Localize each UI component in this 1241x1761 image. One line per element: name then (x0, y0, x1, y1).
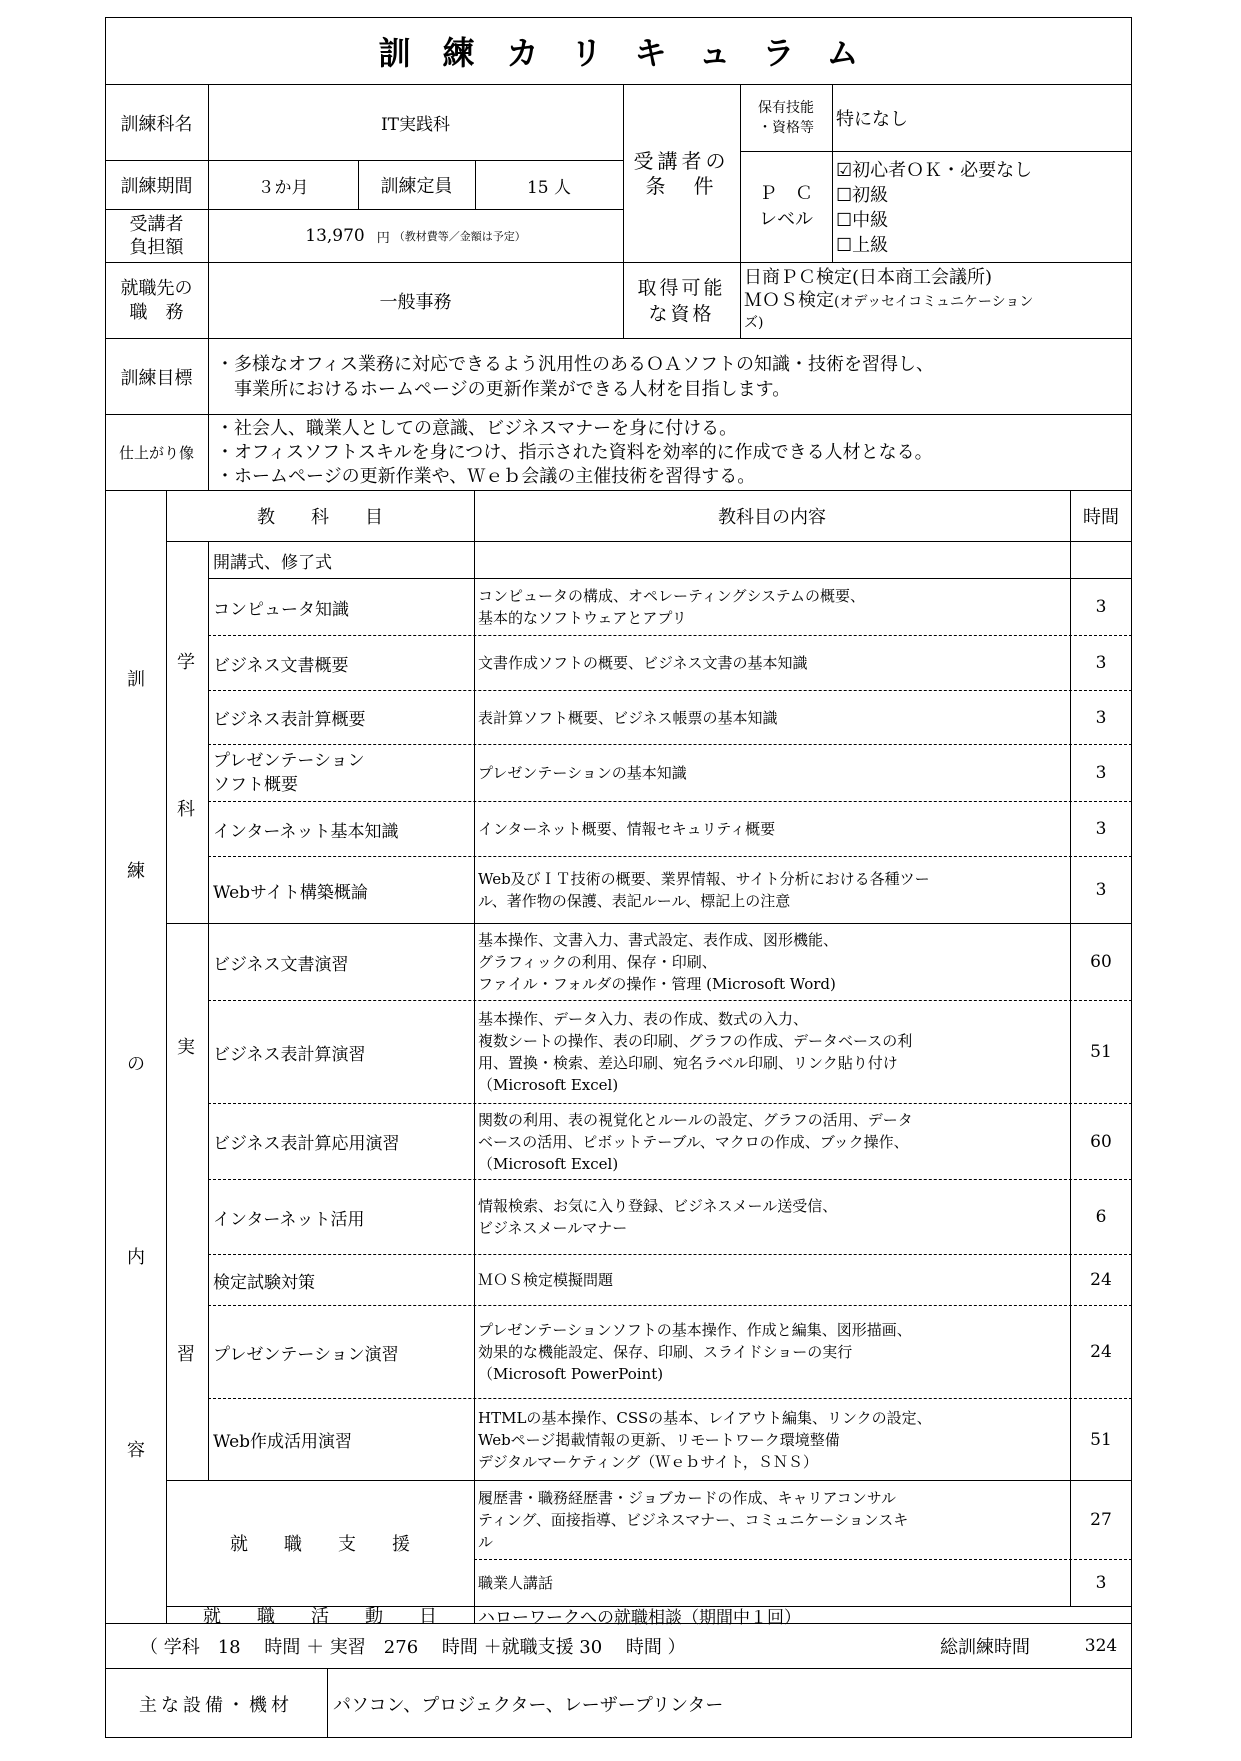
course-name: IT実践科 (380, 115, 451, 135)
qualification-line: ズ) (744, 315, 764, 331)
capacity: 15 人 (526, 177, 572, 198)
equipment-label: 主な設備・機材 (139, 1694, 293, 1716)
qualification-line: 日商ＰＣ検定(日本商工会議所) (744, 267, 993, 288)
lecture-label: 学 (177, 652, 195, 673)
outcome-text: ・社会人、職業人としての意識、ビジネスマナーを身に付ける。 ・オフィスソフトスキルを身につけ、指示された資料を効率的に作成できる人材となる。 ・ホームページの更新作業や、Ｗｅｂ会議の主催技術を習得する。 (216, 417, 933, 487)
cost-amount: 13,970 (305, 226, 365, 246)
pc-level-beginner-ok[interactable]: ☑初心者ＯＫ・必要なし (836, 160, 1033, 181)
capacity-label: 訓練定員 (380, 176, 453, 197)
goal-label: 訓練目標 (120, 367, 193, 389)
lecture-hours: 3 (1095, 653, 1107, 673)
lecture-subject: 開講式、修了式 (213, 552, 332, 573)
total-hours: 324 (1084, 1636, 1118, 1656)
practice-content: 基本操作、データ入力、表の作成、数式の入力、 複数シートの操作、表の印刷、グラフの作成、データベースの利 用、置換・検索、差込印刷、宛名ラベル印刷、リンク貼り付け （Microsoft Excel) (478, 1010, 913, 1094)
job: 一般事務 (379, 291, 452, 313)
cost-label: 受講者 負担額 (129, 214, 184, 258)
side-char: 訓 (127, 669, 145, 690)
support-content: 職業人講話 (478, 1574, 554, 1592)
support-label: 就 職 支 援 (230, 1534, 410, 1555)
activity-content: ハローワークへの就職相談（期間中１回） (478, 1607, 801, 1628)
conditions-label: 受講者の 条 件 (633, 148, 730, 198)
practice-hours: 51 (1090, 1429, 1112, 1450)
practice-label: 習 (177, 1344, 195, 1365)
practice-label: 実 (177, 1037, 195, 1058)
practice-hours: 24 (1090, 1270, 1112, 1290)
lecture-content: コンピュータの構成、オペレーティングシステムの概要、 基本的なソフトウェアとアプリ (478, 587, 866, 627)
support-hours: 3 (1095, 1573, 1107, 1593)
practice-hours: 51 (1090, 1042, 1112, 1062)
pc-level-intermediate[interactable]: ☐中級 (836, 210, 889, 231)
practice-content: ＭＯＳ検定模擬問題 (478, 1271, 614, 1289)
lecture-content: 文書作成ソフトの概要、ビジネス文書の基本知識 (478, 654, 808, 672)
qualification (744, 266, 1129, 332)
cost-value (208, 210, 623, 262)
pc-level-list (836, 158, 1126, 258)
job-label: 就職先の 職 務 (120, 277, 193, 323)
cost-note: （教材費等／金額は予定） (393, 230, 526, 243)
support-content: 履歴書・職務経歴書・ジョブカードの作成、キャリアコンサル ティング、面接指導、ビジネスマナー、コミュニケーションスキ ル (478, 1489, 909, 1551)
lecture-subject: コンピュータ知識 (213, 599, 349, 620)
practice-subject: ビジネス文書演習 (213, 954, 349, 975)
side-char: 容 (127, 1440, 145, 1461)
lecture-hours: 3 (1095, 880, 1107, 900)
lecture-content: プレゼンテーションの基本知識 (478, 764, 687, 782)
qualification-line: ＭＯＳ検定(オデッセイコミュニケーション (744, 290, 1034, 311)
support-hours: 27 (1090, 1510, 1112, 1530)
pc-level-label: Ｐ Ｃ レベル (759, 183, 813, 230)
activity-label: 就 職 活 動 日 (203, 1606, 437, 1627)
lecture-content: Web及びＩＴ技術の概要、業界情報、サイト分析における各種ツー ル、著作物の保護、表記ルール、標記上の注意 (478, 870, 930, 910)
pc-level-advanced[interactable]: ☐上級 (836, 235, 889, 256)
cost-unit: 円 (376, 230, 390, 246)
divider (832, 85, 833, 262)
practice-content: 関数の利用、表の視覚化とルールの設定、グラフの活用、データ ベースの活用、ピボットテーブル、マクロの作成、ブック操作、 （Microsoft Excel) (478, 1110, 913, 1173)
lecture-content: インターネット概要、情報セキュリティ概要 (478, 820, 776, 838)
practice-content: プレゼンテーションソフトの基本操作、作成と編集、図形描画、 効果的な機能設定、保存、印刷、スライドショーの実行 （Microsoft PowerPoint) (478, 1321, 912, 1383)
skills-label: 保有技能 ・資格等 (758, 100, 814, 136)
practice-subject: インターネット活用 (213, 1209, 365, 1230)
lecture-hours (1070, 542, 1132, 578)
skills: 特になし (836, 109, 908, 130)
lecture-hours: 3 (1095, 707, 1107, 728)
total-hours-label: 総訓練時間 (940, 1637, 1030, 1658)
divider (358, 160, 359, 209)
lecture-subject: Webサイト構築概論 (213, 882, 368, 903)
divider (475, 160, 476, 209)
lecture-label: 科 (177, 799, 195, 820)
hours-breakdown: （ 学科 18 時間 ＋ 実習 276 時間 ＋就職支援 30 時間 ） (140, 1637, 686, 1658)
training-content-label (105, 491, 166, 1623)
practice-hours: 6 (1095, 1207, 1107, 1227)
divider (208, 85, 209, 338)
lecture-subject: ビジネス表計算概要 (213, 710, 366, 730)
pc-level-basic[interactable]: ☐初級 (836, 185, 889, 206)
divider (166, 490, 167, 1623)
practice-subject: Web作成活用演習 (213, 1432, 353, 1452)
practice-content: 基本操作、文書入力、書式設定、表作成、図形機能、 グラフィックの利用、保存・印刷、 ファイル・フォルダの操作・管理 (Microsoft Word) (478, 931, 839, 993)
practice-hours: 24 (1090, 1342, 1112, 1362)
outcome-label: 仕上がり像 (118, 444, 194, 462)
side-char: 練 (127, 861, 145, 882)
practice-hours: 60 (1090, 1131, 1112, 1152)
page-title: 訓 練 カ リ キ ュ ラ ム (378, 34, 859, 72)
divider (474, 490, 475, 1623)
practice-subject: ビジネス表計算演習 (213, 1044, 366, 1065)
goal-text: ・多様なオフィス業務に対応できるよう汎用性のあるＯＡソフトの知識・技術を習得し、 事業所におけるホームページの更新作業ができる人材を目指します。 (216, 353, 935, 400)
course-name-label: 訓練科名 (120, 113, 193, 135)
practice-content: 情報検索、お気に入り登録、ビジネスメール送受信、 ビジネスメールマナー (478, 1197, 838, 1237)
practice-subject: 検定試験対策 (213, 1272, 315, 1293)
lecture-hours: 3 (1095, 763, 1107, 783)
equipment-text: パソコン、プロジェクター、レーザープリンター (333, 1694, 724, 1716)
divider (166, 923, 208, 924)
col-header-content: 教科目の内容 (718, 507, 826, 528)
lecture-hours: 3 (1095, 819, 1107, 839)
col-header-subject: 教 科 目 (257, 507, 383, 528)
side-char: 内 (127, 1247, 145, 1268)
lecture-content: 表計算ソフト概要、ビジネス帳票の基本知識 (478, 708, 778, 727)
period-label: 訓練期間 (120, 176, 193, 197)
lecture-hours: 3 (1095, 597, 1107, 617)
practice-content: HTMLの基本操作、CSSの基本、レイアウト編集、リンクの設定、 Webページ掲載情報の更新、リモートワーク環境整備 デジタルマーケティング（Ｗｅｂサイト，ＳＮＳ） (478, 1408, 932, 1471)
practice-subject: プレゼンテーション演習 (213, 1344, 399, 1365)
lecture-subject: プレゼンテーション ソフト概要 (213, 751, 365, 795)
qualification-label: 取得可能 な資格 (637, 276, 726, 325)
divider (208, 541, 209, 1480)
period: ３か月 (257, 177, 309, 198)
col-header-hours: 時間 (1083, 507, 1119, 528)
side-char: の (127, 1054, 145, 1075)
lecture-subject: インターネット基本知識 (213, 821, 399, 842)
lecture-subject: ビジネス文書概要 (213, 655, 349, 676)
practice-subject: ビジネス表計算応用演習 (213, 1134, 400, 1154)
practice-hours: 60 (1090, 952, 1112, 972)
divider (327, 1668, 328, 1738)
